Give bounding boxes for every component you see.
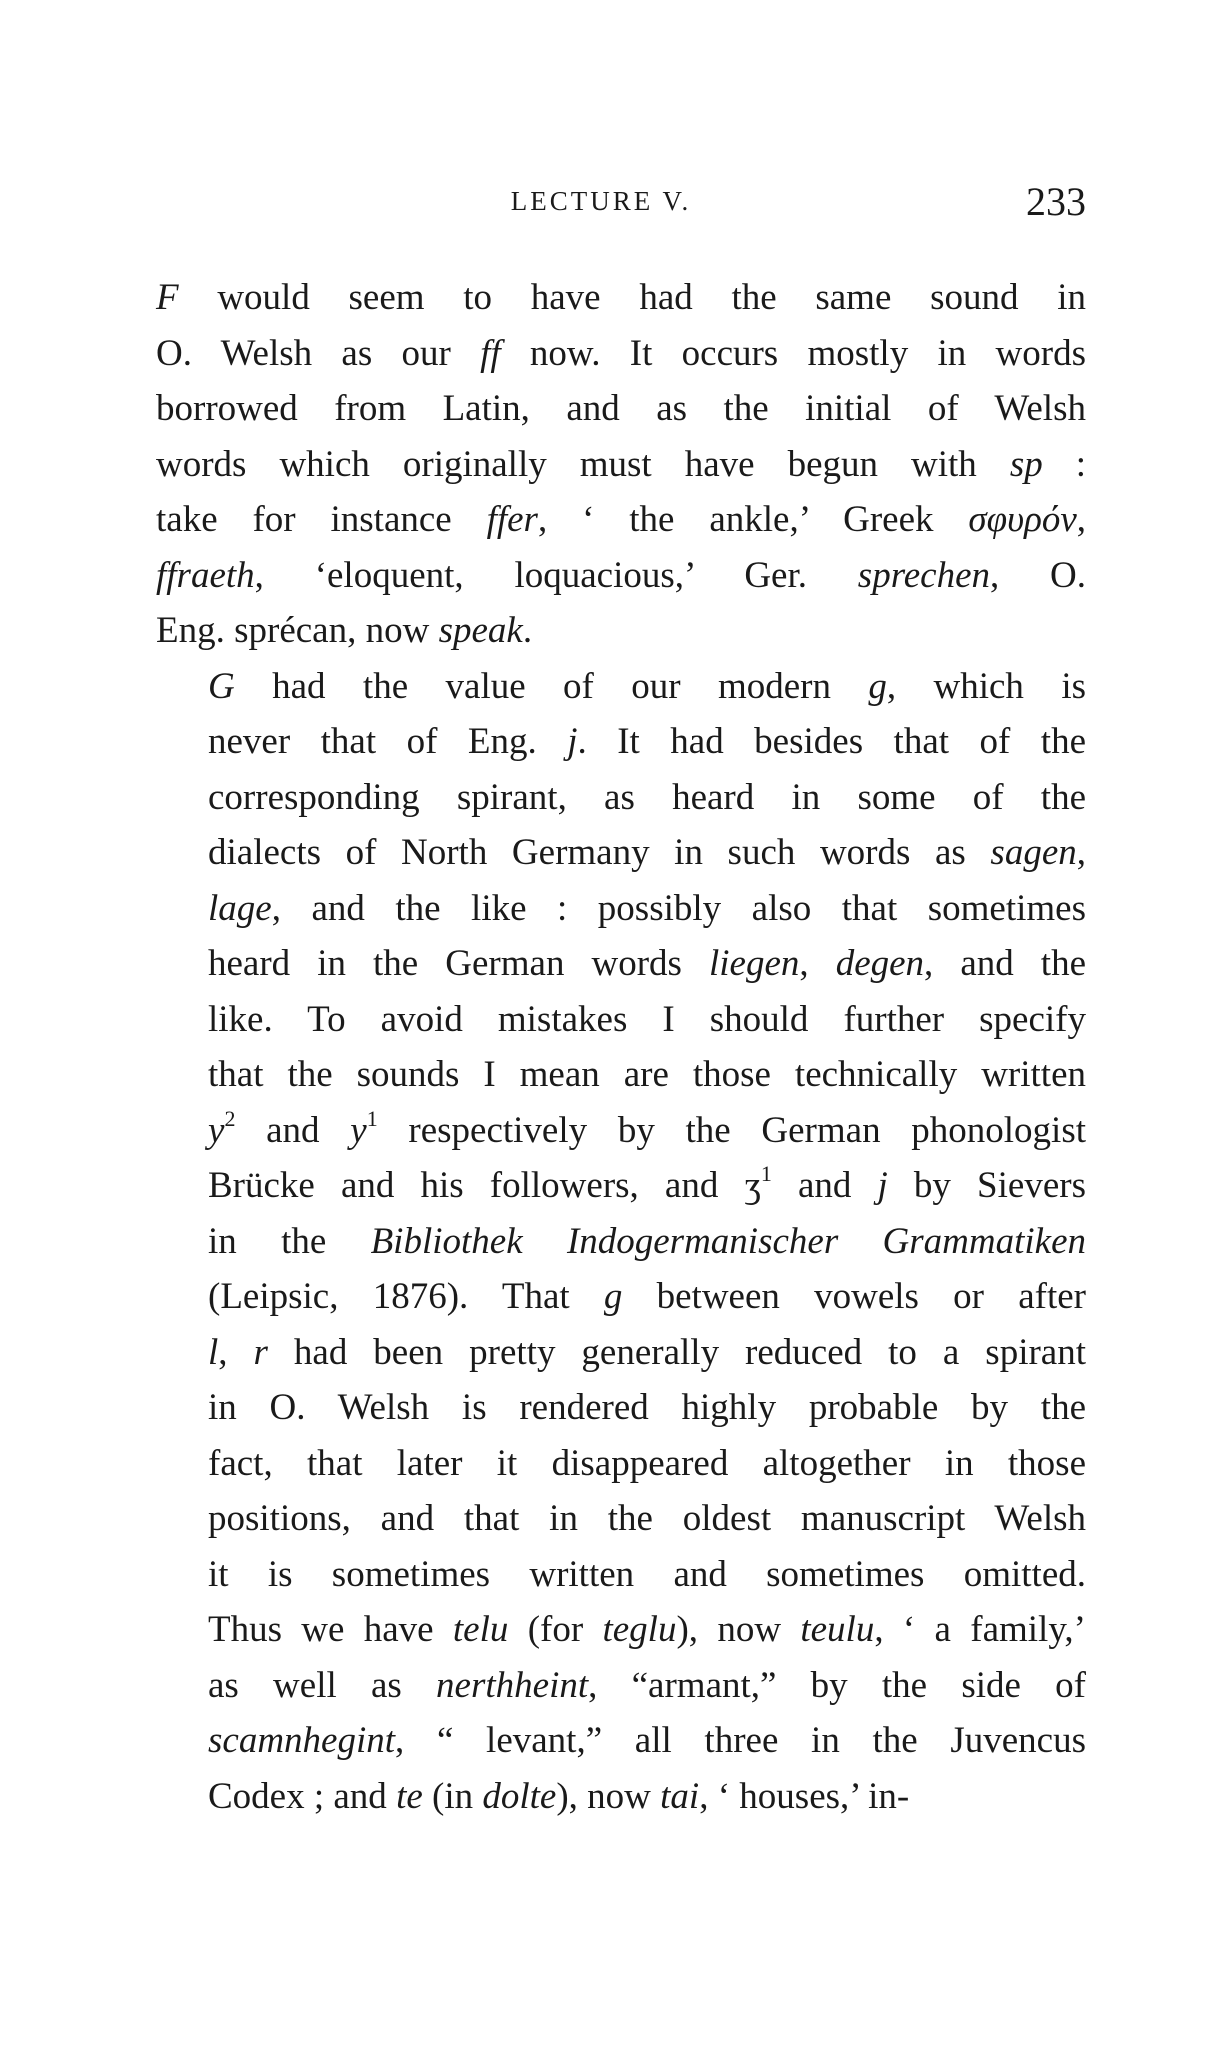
text-line xyxy=(156,1380,1086,1436)
italic-text: r xyxy=(253,1331,268,1373)
text-run: . xyxy=(522,610,533,651)
text-run: that the sounds I mean are those technically written xyxy=(208,1054,1086,1095)
text-line xyxy=(156,825,1086,881)
italic-text: dolte xyxy=(482,1775,557,1817)
text-run: words which originally must have begun with xyxy=(156,443,1010,485)
text-run: heard in the German words xyxy=(208,943,709,984)
text-run: (in xyxy=(422,1775,483,1817)
text-run: and xyxy=(771,1165,878,1206)
text-line xyxy=(156,659,1086,715)
italic-text: lage xyxy=(208,887,272,929)
text-run: , and the like : possibly also that sometimes xyxy=(271,887,1086,929)
italic-text: telu xyxy=(452,1609,509,1650)
text-run: in the xyxy=(208,1220,371,1262)
text-line xyxy=(156,1713,1086,1769)
text-line xyxy=(156,1491,1086,1547)
text-run: ), now xyxy=(676,1609,801,1650)
text-run: , ‘eloquent, loquacious,’ Ger. xyxy=(254,554,858,596)
text-run: by Sievers xyxy=(887,1165,1086,1206)
text-line xyxy=(156,326,1086,382)
text-run: , ‘ houses,’ in- xyxy=(699,1775,910,1817)
text-line xyxy=(156,1269,1086,1325)
text-run: , xyxy=(799,943,836,984)
superscript: 2 xyxy=(224,1105,236,1131)
text-run: positions, and that in the oldest manuscript Welsh xyxy=(208,1498,1086,1539)
italic-text: Bibliothek Indogermanischer Grammatiken xyxy=(370,1220,1086,1262)
italic-text: ffraeth xyxy=(156,554,255,596)
text-run: dialects of North Germany in such words as xyxy=(208,832,991,873)
text-run: had been pretty generally reduced to a spirant xyxy=(267,1331,1086,1373)
italic-text: ff xyxy=(480,332,501,374)
text-run: borrowed from Latin, and as the initial of Welsh xyxy=(156,388,1086,429)
text-run: ), now xyxy=(556,1775,661,1817)
text-line xyxy=(156,381,1086,437)
italic-text: σφυρόν xyxy=(968,499,1077,540)
text-run: take for instance xyxy=(156,499,487,540)
text-line xyxy=(156,881,1086,937)
text-run: , ‘ the ankle,’ Greek xyxy=(537,499,969,540)
text-line xyxy=(156,1769,1086,1825)
italic-text: j xyxy=(877,1165,888,1206)
text-run: (for xyxy=(508,1609,603,1650)
text-run: , “ levant,” all three in the Juvencus xyxy=(395,1720,1086,1761)
italic-text: te xyxy=(396,1775,423,1817)
text-line xyxy=(156,992,1086,1048)
text-line xyxy=(156,270,1086,326)
italic-text: G xyxy=(208,665,235,707)
text-run: in O. Welsh is rendered highly probable by the xyxy=(208,1387,1086,1428)
italic-text: sprechen xyxy=(857,554,990,596)
text-line xyxy=(156,492,1086,548)
text-run: . It had besides that of the xyxy=(577,721,1086,762)
text-run: now. It occurs mostly in words xyxy=(500,332,1086,374)
paragraph xyxy=(156,270,1086,659)
text-run: , O. xyxy=(990,554,1086,596)
italic-text: degen xyxy=(835,943,925,984)
text-line xyxy=(156,1325,1086,1381)
text-line xyxy=(156,1658,1086,1714)
text-run: it is sometimes written and sometimes omitted. xyxy=(208,1553,1086,1595)
text-run: , ‘ a family,’ xyxy=(874,1609,1086,1650)
page-number: 233 xyxy=(1026,179,1086,224)
italic-text: l xyxy=(208,1331,219,1373)
text-run: , xyxy=(1076,832,1086,873)
text-line xyxy=(156,548,1086,604)
page-header xyxy=(156,179,1086,236)
text-line xyxy=(156,1602,1086,1658)
text-run: would seem to have had the same sound in xyxy=(178,277,1086,318)
italic-text: sp xyxy=(1009,443,1043,485)
text-run: as well as xyxy=(208,1664,437,1706)
body-text xyxy=(156,270,1086,1824)
text-run: like. To avoid mistakes I should further specify xyxy=(208,998,1086,1040)
italic-text: g xyxy=(603,1276,623,1317)
text-run: O. Welsh as our xyxy=(156,332,481,374)
italic-text: scamnhegint xyxy=(208,1720,396,1761)
text-run: : xyxy=(1042,443,1087,485)
text-line xyxy=(156,714,1086,770)
text-line xyxy=(156,1047,1086,1103)
italic-text: y xyxy=(208,1109,225,1151)
text-line xyxy=(156,936,1086,992)
text-run: between vowels or after xyxy=(622,1276,1086,1317)
text-run: , “armant,” by the side of xyxy=(588,1664,1086,1706)
text-run: , xyxy=(1076,499,1087,540)
text-run: (Leipsic, 1876). That xyxy=(208,1276,604,1317)
italic-text: liegen xyxy=(708,943,800,984)
italic-text: speak xyxy=(438,610,523,651)
text-line xyxy=(156,1436,1086,1492)
text-run: ʒ xyxy=(744,1165,761,1206)
running-head: LECTURE V. xyxy=(510,186,692,216)
text-run: respectively by the German phonologist xyxy=(377,1109,1086,1151)
italic-text: g xyxy=(868,665,887,707)
text-line xyxy=(156,1158,1086,1214)
italic-text: teulu xyxy=(800,1609,875,1650)
text-run: Eng. sprécan, now xyxy=(156,610,439,651)
italic-text: ffer xyxy=(486,499,538,540)
text-run: Thus we have xyxy=(208,1609,453,1650)
italic-text: tai xyxy=(660,1775,700,1817)
paragraph xyxy=(156,659,1086,1825)
text-line xyxy=(156,1103,1086,1159)
superscript: 1 xyxy=(366,1105,378,1131)
text-run: had the value of our modern xyxy=(234,665,869,707)
text-run: fact, that later it disappeared altogether in those xyxy=(208,1442,1086,1484)
italic-text: F xyxy=(156,277,179,318)
superscript: 1 xyxy=(760,1161,772,1186)
text-line xyxy=(156,603,1086,659)
text-line xyxy=(156,1547,1086,1603)
text-line xyxy=(156,1214,1086,1270)
italic-text: y xyxy=(350,1109,367,1151)
text-run: never that of Eng. xyxy=(208,721,568,762)
text-run: and xyxy=(235,1109,351,1151)
text-run: , xyxy=(218,1331,254,1373)
italic-text: teglu xyxy=(602,1609,677,1650)
text-run: corresponding spirant, as heard in some of the xyxy=(208,776,1086,818)
italic-text: nerthheint xyxy=(436,1664,589,1706)
text-run: Codex ; and xyxy=(208,1775,397,1817)
text-line xyxy=(156,437,1086,493)
text-run: Brücke and his followers, and xyxy=(208,1165,745,1206)
italic-text: sagen xyxy=(990,832,1077,873)
text-run: , and the xyxy=(924,943,1087,984)
text-line xyxy=(156,770,1086,826)
text-run: , which is xyxy=(886,665,1087,707)
italic-text: j xyxy=(567,721,578,762)
